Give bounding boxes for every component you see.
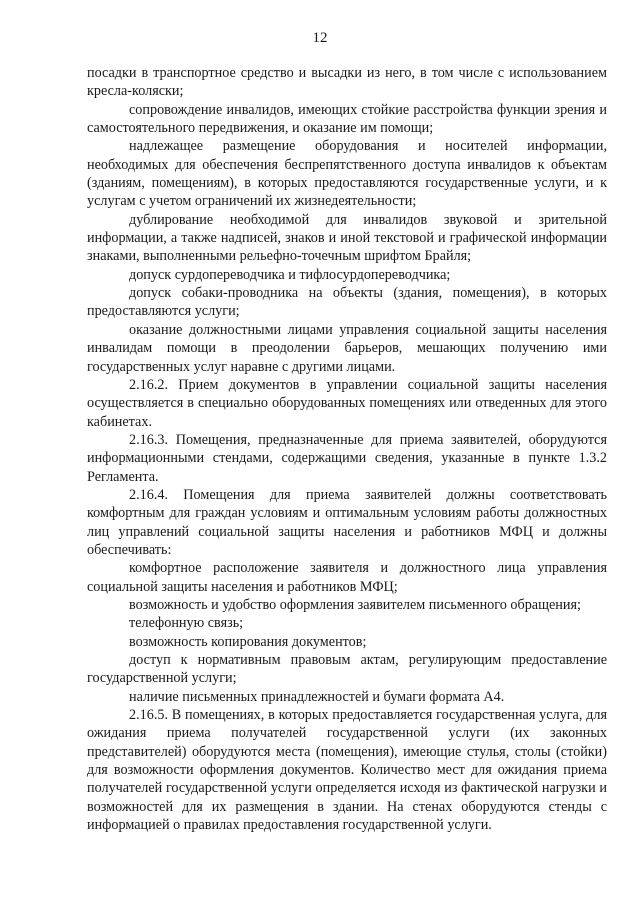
paragraph-legal-acts-access: доступ к нормативным правовым актам, регулирующим предоставление государственной услуги; (87, 652, 607, 687)
paragraph-2-16-5: 2.16.5. В помещениях, в которых предоставляется государственная услуга, для ожидания приема получателей государственной услуги (их законных представителей) оборудуются места (помещения), имеющие стулья, столы (стойки) для возможности оформления документов. Количество мест для ожидания приема получателей государственной услуги определяется исходя из фактической нагрузки и возможностей для их размещения в здании. На стенах оборудуются стенды с информацией о правилах предоставления государственной услуги. (87, 707, 607, 834)
paragraph-copying: возможность копирования документов; (129, 633, 367, 650)
paragraph-guide-dog: допуск собаки-проводника на объекты (здания, помещения), в которых предоставляются услуги; (87, 285, 607, 320)
paragraph-comfortable-arrangement: комфортное расположение заявителя и должностного лица управления социальной защиты населения и работников МФЦ; (87, 560, 607, 595)
paragraph-2-16-2: 2.16.2. Прием документов в управлении социальной защиты населения осуществляется в специально оборудованных помещениях или отведенных для этого кабинетах. (87, 376, 607, 430)
document-body (87, 64, 607, 834)
paragraph-sign-interpreter: допуск сурдопереводчика и тифлосурдопереводчика; (129, 266, 451, 283)
paragraph-writing-supplies: наличие письменных принадлежностей и бумаги формата А4. (129, 688, 505, 705)
paragraph-2-16-3: 2.16.3. Помещения, предназначенные для приема заявителей, оборудуются информационными стендами, содержащими сведения, указанные в пункте 1.3.2 Регламента. (87, 431, 607, 485)
paragraph-escort-visually-impaired: сопровождение инвалидов, имеющих стойкие расстройства функции зрения и самостоятельного передвижения, и оказание им помощи; (87, 101, 607, 137)
paragraph-braille-duplication: дублирование необходимой для инвалидов звуковой и зрительной информации, а также надписей, знаков и иной текстовой и графической информации знаками, выполненными рельефно-точечным шрифтом Брайля; (87, 211, 607, 265)
paragraph-boarding-vehicle: посадки в транспортное средство и высадки из него, в том числе с использованием кресла-коляски; (87, 65, 607, 100)
paragraph-2-16-4: 2.16.4. Помещения для приема заявителей должны соответствовать комфортным для граждан условиям и оптимальным условиям работы должностных лиц управлений социальной защиты населения и работников МФЦ и должны обеспечивать: (87, 486, 607, 558)
page-number: 12 (312, 30, 328, 46)
paragraph-equipment-placement: надлежащее размещение оборудования и носителей информации, необходимых для обеспечения беспрепятственного доступа инвалидов к объектам (зданиям, помещениям), в которых предоставляются государственные услуги, и к услугам с учетом ограничений их жизнедеятельности; (87, 138, 607, 210)
paragraph-written-appeal: возможность и удобство оформления заявителем письменного обращения; (129, 596, 581, 613)
paragraph-official-assistance: оказание должностными лицами управления социальной защиты населения инвалидам помощи в преодолении барьеров, мешающих получению ими государственных услуг наравне с другими лицами. (87, 321, 607, 375)
paragraph-telephone: телефонную связь; (129, 615, 244, 632)
